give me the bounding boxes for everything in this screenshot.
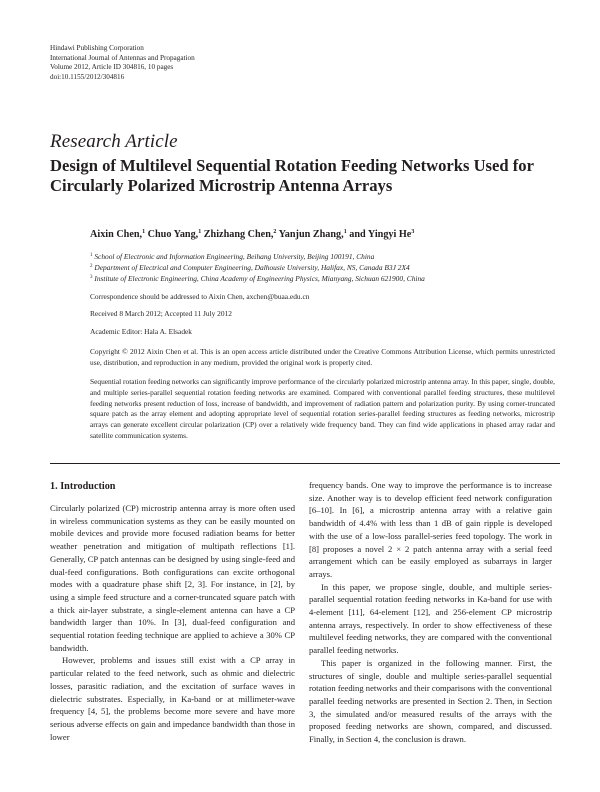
section-heading: 1. Introduction — [50, 481, 116, 492]
affiliation-marker: 2 — [90, 264, 93, 269]
author-name: Chuo Yang, — [145, 229, 199, 240]
left-column — [50, 481, 295, 743]
affiliation-marker: 1 — [90, 253, 93, 258]
abstract: Sequential rotation feeding networks can significantly improve performance of the circularly polarized microstrip antenna array. In this paper, single, double, and multiple series-parallel sequential rotation feeding networks are examined. Compared with conventional parallel feeding structures, these multilevel feeding networks present reduction of loss, increase of bandwidth, and improvement of radiation pattern and polarization purity. By using corner-truncated square patch as the array element and adopting appropriate level of sequential rotation series-parallel feeding structures as feeding networks, microstrip arrays can generate excellent circular polarization (CP) over a relatively wide frequency band. They can find wide applications in phased array radar and satellite communication systems. — [90, 377, 555, 440]
author-affil-marker: 2 — [273, 229, 277, 235]
affiliation — [90, 274, 425, 283]
correspondence: Correspondence should be addressed to Aixin Chen, axchen@buaa.edu.cn — [90, 292, 310, 301]
author-list — [90, 229, 414, 240]
affiliation — [90, 263, 410, 272]
paragraph: This paper is organized in the following manner. First, the structures of single, double and multiple series-parallel sequential rotation feeding networks and their comparisons with the conventional parallel feeding networks are presented in Section 2. Then, in Section 3, the simulated and/or measured results of the arrays with the proposed feeding networks are shown, compared, and discussed. Finally, in Section 4, the conclusion is drawn. — [309, 657, 552, 745]
paragraph: Circularly polarized (CP) microstrip antenna array is more often used in wireless communication systems as they can be easily mounted on mobile devices and provide more focused radiation beams for better weather penetration and mitigation of multipath reflections [1]. Generally, CP patch antennas can be designed by using single-feed and dual-feed configurations. Both configurations can excite orthogonal modes with a quadrature phase shift [2, 3]. For instance, in [2], by using a simple feed structure and a corner-truncated square patch with a thick air-layer substrate, a single-element antenna can have a CP bandwidth larger than 10%. In [3], dual-feed configuration and sequential rotation feeding technique are applied to achieve a 30% CP bandwidth. — [50, 503, 295, 653]
paragraph: In this paper, we propose single, double, and multiple series-parallel sequential rotation feeding networks in Ka-band for use with 4-element [11], 64-element [12], and 256-element CP microstrip antenna arrays, respectively. In order to show effectiveness of these multilevel feeding networks, they are compared with the conventional parallel feeding networks. — [309, 581, 552, 656]
journal-name: International Journal of Antennas and Propagation — [50, 53, 195, 62]
affiliation-text: Institute of Electronic Engineering, China Academy of Engineering Physics, Mianyang, Sichuan 621900, China — [94, 274, 425, 283]
paragraph: frequency bands. One way to improve the performance is to increase size. Another way is to develop efficient feed network configuration [6–10]. In [6], a microstrip antenna array with a relative gain bandwidth of 4.4% with less than 1 dB of gain ripple is developed with the use of a low-loss parallel-series feed topology. The work in [8] proposes a novel 2 × 2 patch antenna array with a serial feed arrangement which can be easily employed as subarrays in larger arrays. — [309, 480, 552, 579]
author-affil-marker: 1 — [343, 229, 347, 235]
affiliation-text: Department of Electrical and Computer Engineering, Dalhousie University, Halifax, NS, Canada B3J 2X4 — [94, 263, 410, 272]
author-affil-marker: 3 — [411, 229, 415, 235]
academic-editor: Academic Editor: Hala A. Elsadek — [90, 327, 192, 336]
received-dates: Received 8 March 2012; Accepted 11 July 2012 — [90, 309, 232, 318]
right-column — [309, 479, 552, 746]
affiliation — [90, 252, 374, 261]
publisher: Hindawi Publishing Corporation — [50, 44, 144, 52]
paragraph: However, problems and issues still exist with a CP array in particular related to the feed network, such as ohmic and dielectric losses, parasitic radiation, and the excitation of surface waves in dielectric substrates. Especially, in Ka-band or at millimeter-wave frequency [4, 5], the problems become more severe and have more serious adverse effects on gain and impedance bandwidth than those in lower — [50, 655, 295, 742]
paper-title: Design of Multilevel Sequential Rotation Feeding Networks Used for Circularly Polarized Microstrip Antenna Arrays — [50, 156, 534, 195]
author-name: Zhizhang Chen, — [201, 229, 274, 240]
affiliation-marker: 3 — [90, 275, 93, 280]
copyright-notice: Copyright © 2012 Aixin Chen et al. This is an open access article distributed under the Creative Commons Attribution License, which permits unrestricted use, distribution, and reproduction in any medium, provided the original work is properly cited. — [90, 347, 555, 367]
affiliation-text: School of Electronic and Information Engineering, Beihang University, Beijing 100191, China — [94, 252, 375, 261]
author-name: and Yingyi He — [346, 229, 412, 240]
author-affil-marker: 1 — [198, 229, 202, 235]
volume-info: Volume 2012, Article ID 304816, 10 pages — [50, 63, 174, 72]
article-type: Research Article — [50, 131, 178, 152]
author-name: Yanjun Zhang, — [276, 229, 344, 240]
author-affil-marker: 1 — [142, 229, 146, 235]
doi: doi:10.1155/2012/304816 — [50, 72, 125, 81]
journal-header — [50, 44, 195, 82]
author-name: Aixin Chen, — [90, 229, 143, 240]
divider — [50, 463, 560, 464]
